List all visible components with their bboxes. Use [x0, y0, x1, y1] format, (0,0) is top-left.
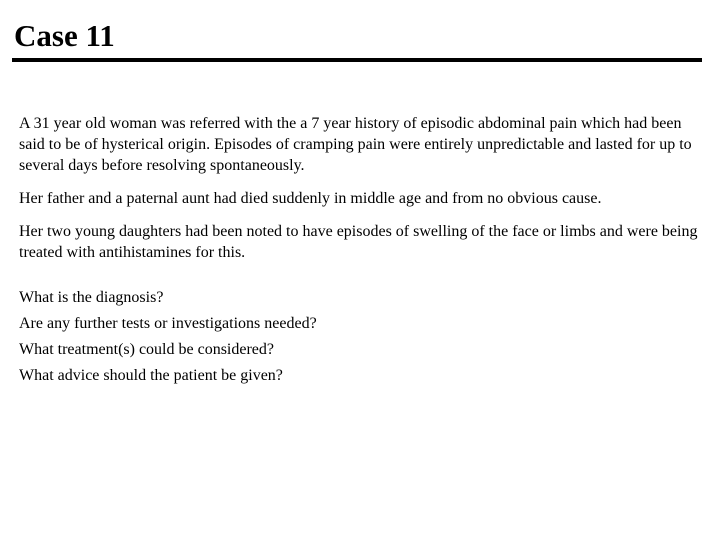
case-history-paragraph: A 31 year old woman was referred with the a 7 year history of episodic abdominal pain which had been said to be of hysterical origin. Episodes of cramping pain were entirely unpredictable and lasted for up to several days before resolving spontaneously.	[19, 115, 692, 174]
question-treatment: What treatment(s) could be considered?	[19, 341, 274, 358]
family-history-paragraph: Her father and a paternal aunt had died suddenly in middle age and from no obvious cause.	[19, 190, 602, 207]
question-investigations: Are any further tests or investigations needed?	[19, 315, 317, 332]
question-diagnosis: What is the diagnosis?	[19, 289, 164, 306]
slide-title: Case 11	[14, 18, 115, 53]
question-advice: What advice should the patient be given?	[19, 367, 283, 384]
case-body	[19, 113, 709, 389]
daughters-history-paragraph: Her two young daughters had been noted to have episodes of swelling of the face or limbs and were being treated with antihistamines for this.	[19, 223, 698, 261]
question-list	[19, 285, 709, 389]
title-divider	[12, 58, 702, 62]
